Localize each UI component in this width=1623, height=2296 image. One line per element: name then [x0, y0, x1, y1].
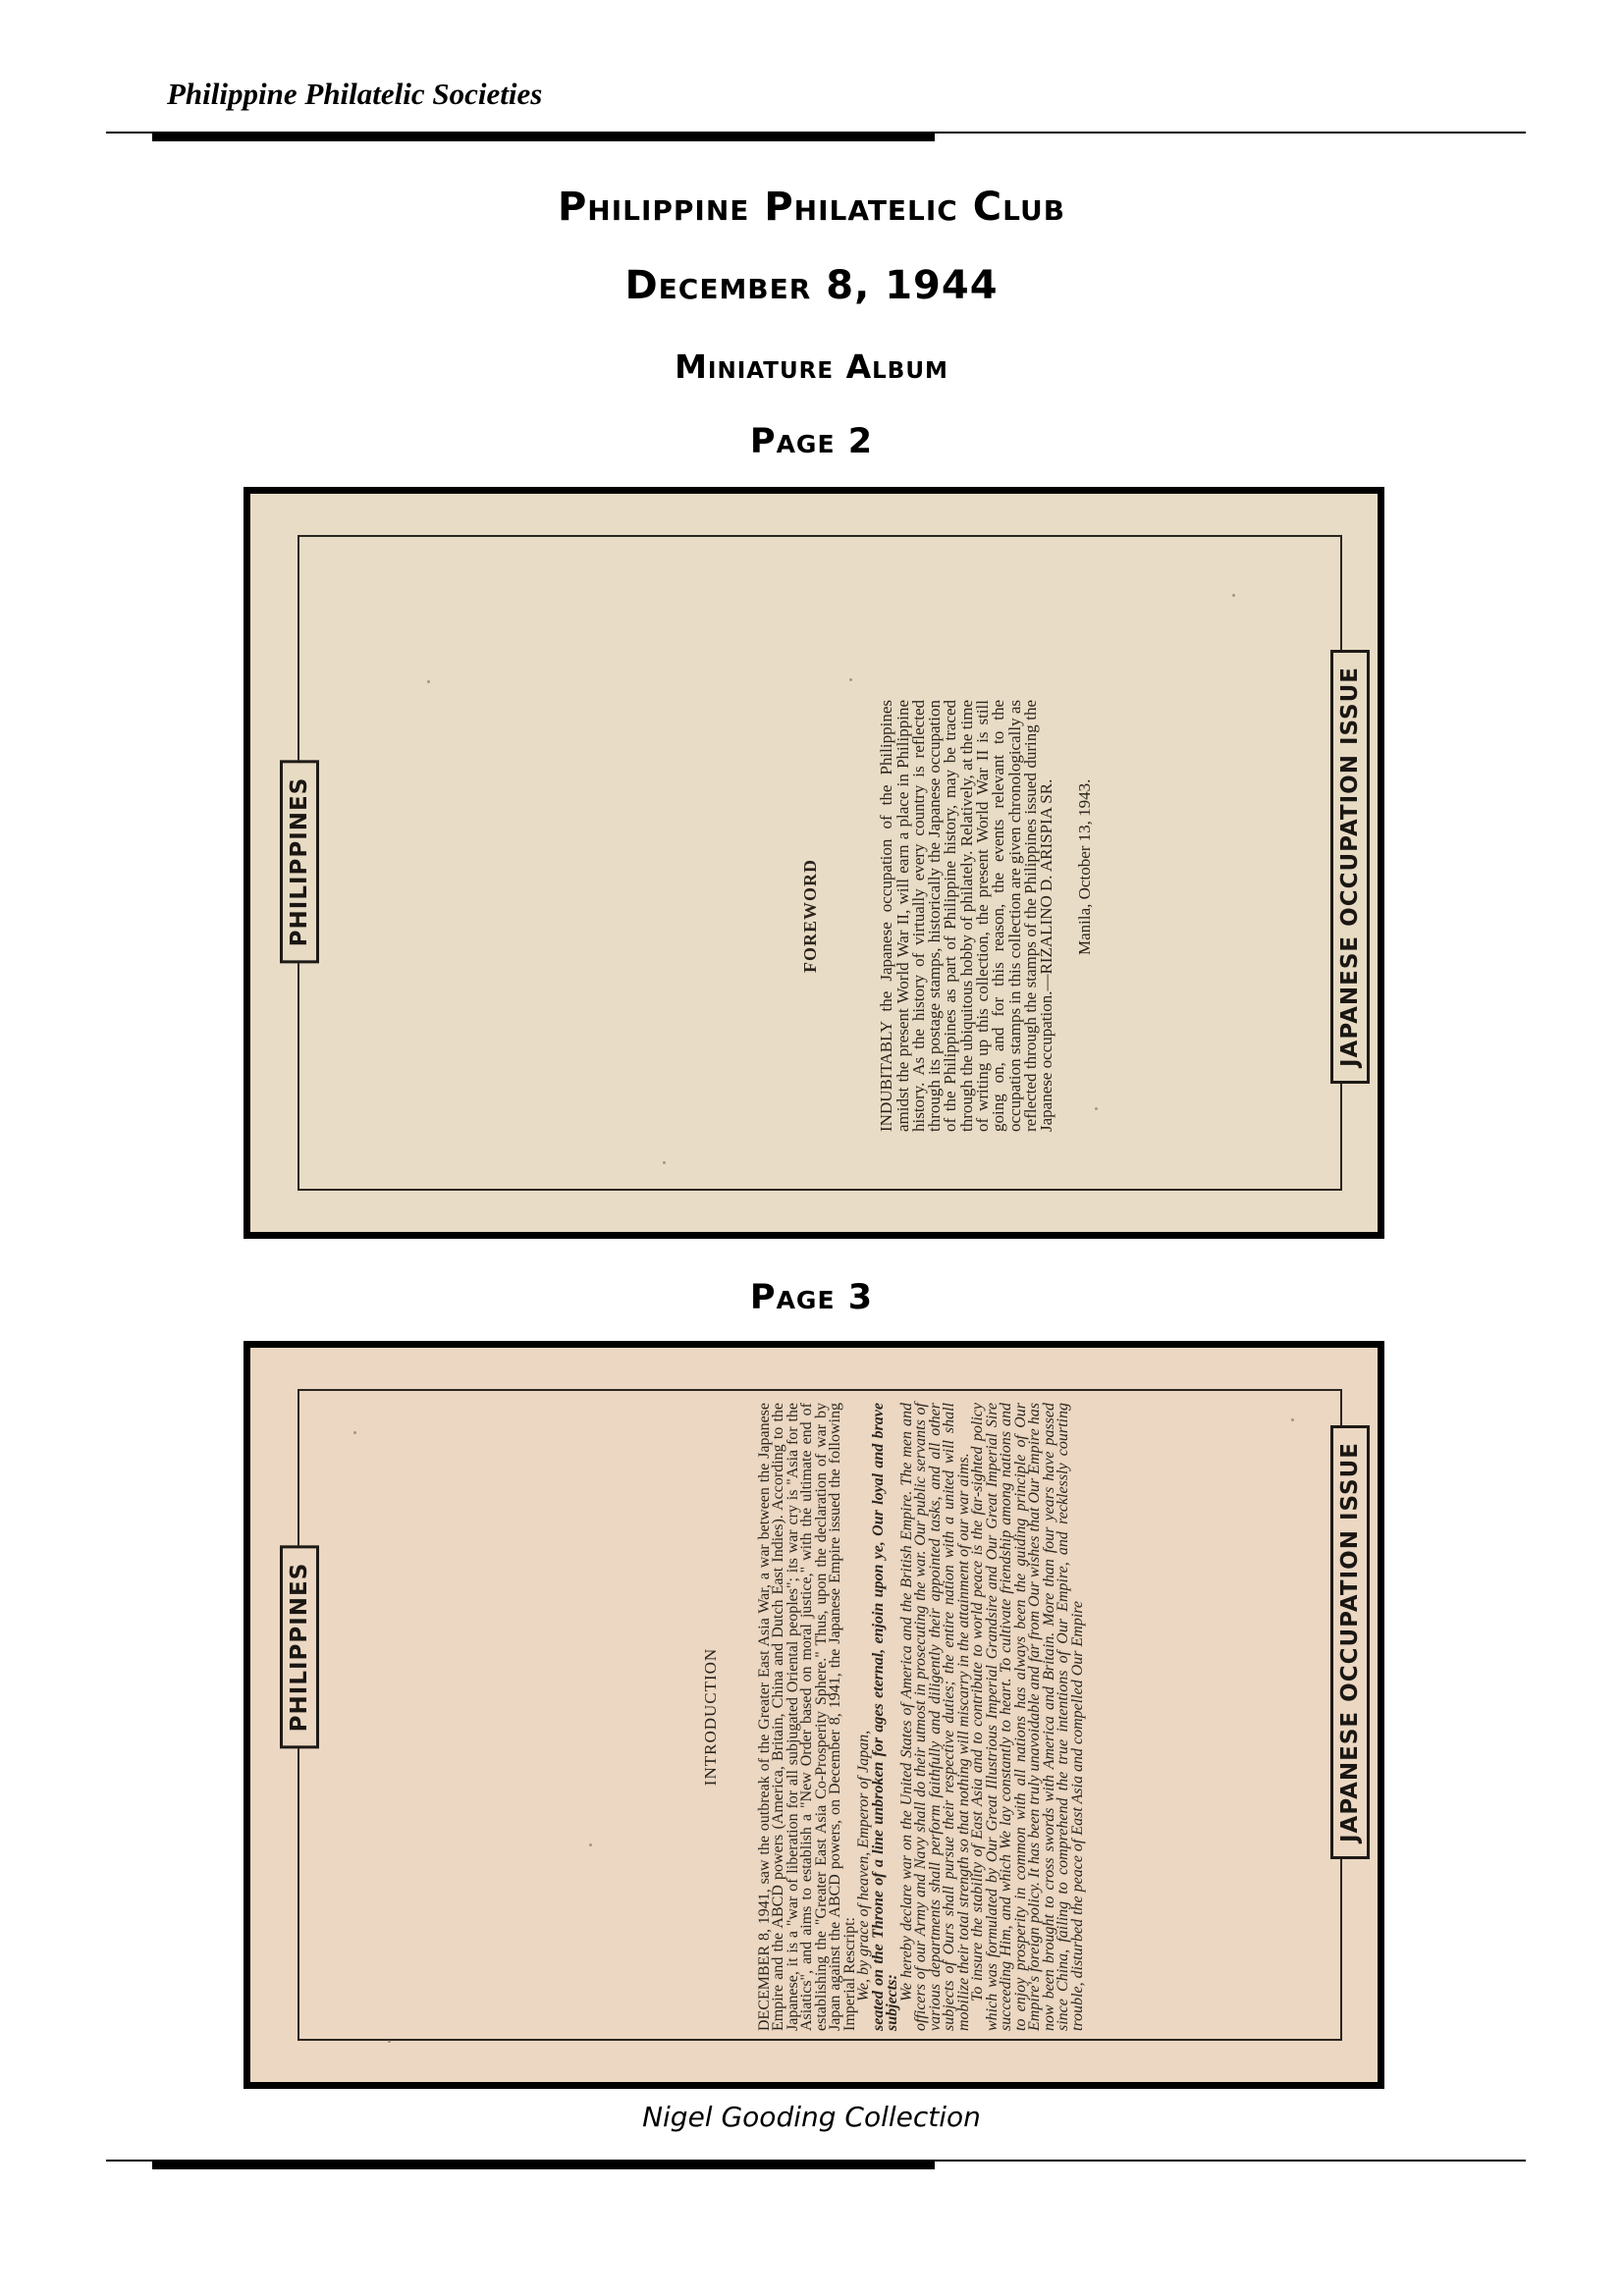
- page2-right-label: JAPANESE OCCUPATION ISSUE: [1330, 650, 1370, 1084]
- rescript-policy: To insure the stability of East Asia and to contribute to world peace is the far-sighted policy which was formulated by Our Great Illustrious Imperial Grandsire and Our Great Imperial Sire succeeding Him, and which We lay constantly to heart. To cultivate friendship among nations and to enjoy prosperity in common with all nations has always been the guiding principle of Our Empire's foreign policy. It has been truly unavoidable and far from Our wishes that Our Empire has now been brought to cross swords with America and Britain. More than four years have passed since China, failing to comprehend the true intentions of Our Empire, and recklessly courting trouble, disturbed the peace of East Asia and compelled Our Empire: [969, 1403, 1086, 2031]
- foreword-body: INDUBITABLY the Japanese occupation of the Philippines amidst the present World War II, will earn a place in Philippine history. As the history of virtually every country is reflected through its postage stamps, historically the Japanese occupation of the Philippines as part of Philippine history, may be traced through the ubiquitous hobby of philately. Relatively, at the time of writing up this collection, the present World War II is still going on, and for this reason, the events relevant to the occupation stamps in this collection are given chronologically as reflected through the stamps of the Philippines issued during the Japanese occupation.—RIZALINO D. ARISPIA SR.: [877, 700, 1056, 1132]
- paper-speck: [353, 1431, 356, 1434]
- page3-scan: [243, 1341, 1384, 2089]
- running-header: Philippine Philatelic Societies: [167, 77, 543, 111]
- album-title: Miniature Album: [675, 347, 948, 386]
- rescript-opening: We, by grace of heaven, Emperor of Japan,: [855, 1730, 872, 2002]
- paper-speck: [1291, 1418, 1294, 1421]
- page3-left-label: PHILIPPINES: [280, 1546, 319, 1749]
- paper-speck: [1095, 1107, 1098, 1110]
- paper-speck: [589, 1843, 592, 1846]
- page2-text: [802, 700, 1093, 1132]
- foreword-title: FOREWORD: [800, 859, 821, 973]
- header-rule-accent: [152, 132, 935, 141]
- rescript-declaration: We hereby declare war on the United States of America and the British Empire. The men and officers of our Army and Navy shall do their utmost in prosecuting the war. Our public servants of various departments shall perform faithfully and diligently their appointed tasks, and all other subjects of Ours shall pursue their respective duties; the entire nation with a united will shall mobilize their total strength so that nothing will miscarry in the attainment of our war aims.: [897, 1403, 972, 2031]
- collection-credit: Nigel Gooding Collection: [642, 2101, 981, 2133]
- page2-scan: [243, 487, 1384, 1239]
- foreword-signature: Manila, October 13, 1943.: [1074, 778, 1094, 955]
- page2-heading: Page 2: [749, 422, 874, 461]
- club-title: Philippine Philatelic Club: [557, 185, 1066, 230]
- page3-text: [701, 1403, 1086, 2031]
- introduction-body: DECEMBER 8, 1941, saw the outbreak of the Greater East Asia War, a war between the Japanese Empire and the ABCD powers (America, Britain, China and Dutch East Indies). According to the Japanese, it is a "war of liberation for all subjugated Oriental peoples"; its war cry is "Asia for the Asiatics", and aims to establish a "New Order based on moral justice," with the ultimate end of establishing the "Greater East Asia Co-Prosperity Sphere." Thus, upon the declaration of war by Japan against the ABCD powers, on December 8, 1941, the Japanese Empire issued the following Imperial Rescript:: [755, 1403, 858, 2031]
- paper-speck: [1232, 594, 1235, 597]
- page2-left-label: PHILIPPINES: [280, 761, 319, 964]
- page3-right-label: JAPANESE OCCUPATION ISSUE: [1330, 1425, 1370, 1859]
- date-title: December 8, 1944: [624, 263, 999, 308]
- paper-speck: [427, 680, 430, 683]
- paper-speck: [663, 1161, 666, 1164]
- rescript-invocation: seated on the Throne of a line unbroken for ages eternal, enjoin upon ye, Our loyal and brave subjects:: [869, 1403, 900, 2031]
- page3-heading: Page 3: [749, 1278, 874, 1317]
- footer-rule-accent: [152, 2160, 935, 2169]
- paper-speck: [388, 2040, 391, 2043]
- paper-speck: [849, 678, 852, 681]
- introduction-title: INTRODUCTION: [701, 1647, 720, 1787]
